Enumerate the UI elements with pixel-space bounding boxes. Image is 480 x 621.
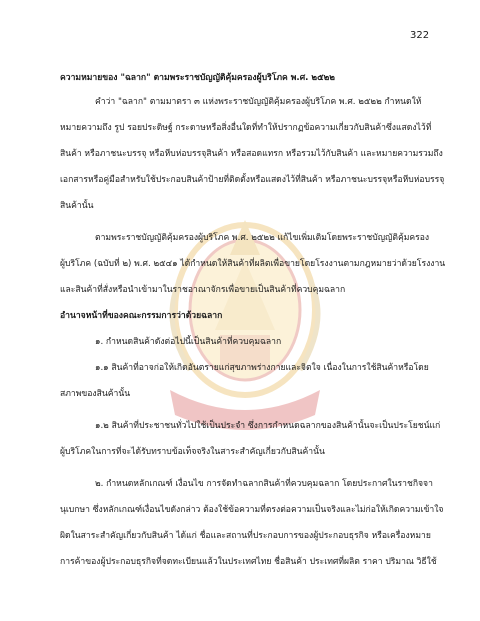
paragraph-line: สินค้า หรือภาชนะบรรจุ หรือหีบห่อบรรจุสินค้า หรือสอดแทรก หรือรวมไว้กับสินค้า และหมายความรวมถึง — [60, 149, 443, 159]
list-item: ๑.๑ สินค้าที่อาจก่อให้เกิดอันตรายแก่สุขภาพร่างกายและจิตใจ เนื่องในการใช้สินค้าหรือโดย — [95, 363, 429, 373]
list-item: ๑.๒ สินค้าที่ประชาชนทั่วไปใช้เป็นประจำ ซึ่งการกำหนดฉลากของสินค้านั้นจะเป็นประโยชน์แก่ — [95, 421, 441, 431]
paragraph-line: ตามพระราชบัญญัติคุ้มครองผู้บริโภค พ.ศ. ๒๕๒๒ แก้ไขเพิ่มเติมโดยพระราชบัญญัติคุ้มครอง — [95, 233, 430, 243]
list-item: ๒. กำหนดหลักเกณฑ์ เงื่อนไข การจัดทำฉลากสินค้าที่ควบคุมฉลาก โดยประกาศในราชกิจจา — [95, 479, 433, 489]
list-item: ผิดในสาระสำคัญเกี่ยวกับสินค้า ได้แก่ ชื่อและสถานที่ประกอบการของผู้ประกอบธุรกิจ หรือเครื่องหมาย — [60, 531, 431, 541]
paragraph-line: และสินค้าที่สั่งหรือนำเข้ามาในราชอาณาจักรเพื่อขายเป็นสินค้าที่ควบคุมฉลาก — [60, 285, 346, 295]
list-item: นุเบกษา ซึ่งหลักเกณฑ์เงื่อนไขดังกล่าว ต้องใช้ข้อความที่ตรงต่อความเป็นจริงและไม่ก่อให้เกิดความเข้าใจ — [60, 505, 444, 515]
list-item: การค้าของผู้ประกอบธุรกิจที่จดทะเบียนแล้วในประเทศไทย ชื่อสินค้า ประเทศที่ผลิต ราคา ปริมาณ วิธีใช้ — [60, 557, 437, 567]
paragraph-line: ผู้บริโภค (ฉบับที่ ๒) พ.ศ. ๒๕๔๑ ได้กำหนดให้สินค้าที่ผลิตเพื่อขายโดยโรงงานตามกฎหมายว่าด้วยโรงงาน — [60, 259, 446, 269]
heading-label-meaning: ความหมายของ "ฉลาก" ตามพระราชบัญญัติคุ้มครองผู้บริโภค พ.ศ. ๒๕๒๒ — [60, 73, 335, 83]
heading-committee-duties: อำนาจหน้าที่ของคณะกรรมการว่าด้วยฉลาก — [60, 311, 223, 321]
list-item: ๑. กำหนดสินค้าดังต่อไปนี้เป็นสินค้าที่ควบคุมฉลาก — [95, 337, 282, 347]
page-number: 322 — [410, 30, 430, 41]
paragraph-line: สินค้านั้น — [60, 201, 94, 211]
paragraph-line: หมายความถึง รูป รอยประดิษฐ์ กระดาษหรือสิ่งอื่นใดที่ทำให้ปรากฏข้อความเกี่ยวกับสินค้าซึ่งแสดงไว้ที่ — [60, 123, 432, 133]
list-item: ผู้บริโภคในการที่จะได้รับทราบข้อเท็จจริงในสาระสำคัญเกี่ยวกับสินค้านั้น — [60, 447, 325, 457]
list-item: สภาพของสินค้านั้น — [60, 389, 131, 399]
paragraph-line: คำว่า "ฉลาก" ตามมาตรา ๓ แห่งพระราชบัญญัติคุ้มครองผู้บริโภค พ.ศ. ๒๕๒๒ กำหนดให้ — [95, 97, 422, 107]
paragraph-line: เอกสารหรือคู่มือสำหรับใช้ประกอบสินค้าป้ายที่ติดตั้งหรือแสดงไว้ที่สินค้า หรือภาชนะบรรจุหรือหีบห่อบรรจุ — [60, 175, 445, 185]
